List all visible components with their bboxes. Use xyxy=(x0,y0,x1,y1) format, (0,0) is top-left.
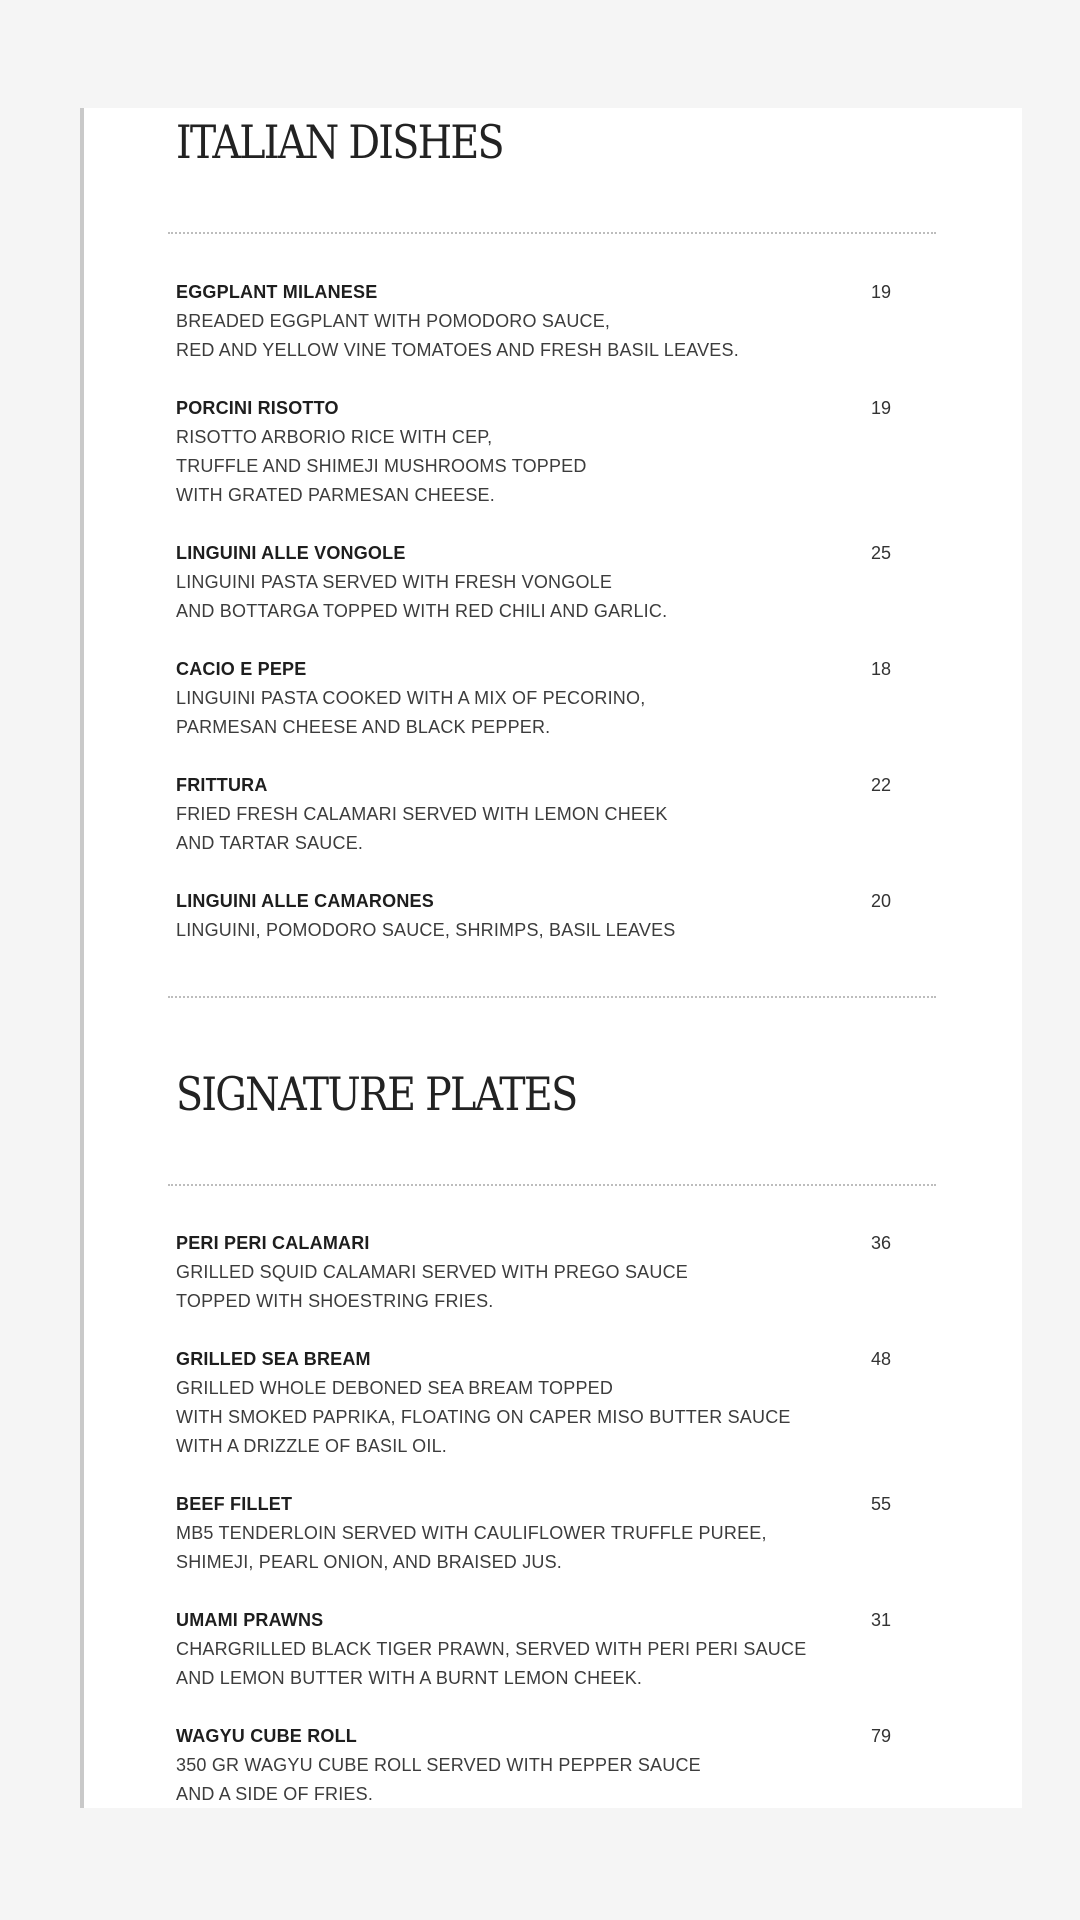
item-name: PORCINI RISOTTO xyxy=(176,398,339,418)
item-description xyxy=(176,1374,906,1461)
menu-item xyxy=(176,278,906,365)
item-name: FRITTURA xyxy=(176,775,268,795)
menu-item xyxy=(176,655,906,742)
menu-item xyxy=(176,771,906,858)
menu-item xyxy=(176,1722,906,1809)
item-description-line: RED AND YELLOW VINE TOMATOES AND FRESH BASIL LEAVES. xyxy=(176,340,739,360)
item-name: LINGUINI ALLE CAMARONES xyxy=(176,891,434,911)
section-italian-dishes xyxy=(176,114,936,170)
menu-item xyxy=(176,394,906,510)
item-price: 22 xyxy=(871,775,892,795)
item-description-line: FRIED FRESH CALAMARI SERVED WITH LEMON CHEEK xyxy=(176,804,668,824)
item-name: GRILLED SEA BREAM xyxy=(176,1349,371,1369)
item-description-line: GRILLED WHOLE DEBONED SEA BREAM TOPPED xyxy=(176,1378,614,1398)
item-description-line: AND A SIDE OF FRIES. xyxy=(176,1784,374,1804)
item-description-line: AND BOTTARGA TOPPED WITH RED CHILI AND GARLIC. xyxy=(176,601,668,621)
item-description-line: MB5 TENDERLOIN SERVED WITH CAULIFLOWER TRUFFLE PUREE, xyxy=(176,1523,767,1543)
item-description-line: TRUFFLE AND SHIMEJI MUSHROOMS TOPPED xyxy=(176,456,587,476)
item-description-line: LINGUINI PASTA SERVED WITH FRESH VONGOLE xyxy=(176,572,613,592)
item-price: 19 xyxy=(871,282,892,302)
menu-item xyxy=(176,1229,906,1316)
item-description-line: WITH SMOKED PAPRIKA, FLOATING ON CAPER MISO BUTTER SAUCE xyxy=(176,1407,791,1427)
section-title: ITALIAN DISHES xyxy=(176,115,503,169)
item-description xyxy=(176,423,906,510)
section-signature-plates xyxy=(176,1066,936,1122)
menu-item xyxy=(176,1606,906,1693)
section-divider xyxy=(168,996,936,998)
item-description-line: TOPPED WITH SHOESTRING FRIES. xyxy=(176,1291,494,1311)
item-price: 20 xyxy=(871,891,892,911)
item-name: WAGYU CUBE ROLL xyxy=(176,1726,357,1746)
item-price: 25 xyxy=(871,543,892,563)
menu-item xyxy=(176,539,906,626)
item-description xyxy=(176,800,906,858)
item-price: 36 xyxy=(871,1233,892,1253)
menu-page xyxy=(80,108,1022,1808)
item-price: 19 xyxy=(871,398,892,418)
item-description xyxy=(176,1519,906,1577)
item-description xyxy=(176,916,906,945)
item-price: 18 xyxy=(871,659,892,679)
item-description-line: RISOTTO ARBORIO RICE WITH CEP, xyxy=(176,427,493,447)
item-price: 48 xyxy=(871,1349,892,1369)
item-name: EGGPLANT MILANESE xyxy=(176,282,378,302)
item-description-line: PARMESAN CHEESE AND BLACK PEPPER. xyxy=(176,717,551,737)
item-description-line: AND TARTAR SAUCE. xyxy=(176,833,364,853)
item-description xyxy=(176,568,906,626)
item-description-line: AND LEMON BUTTER WITH A BURNT LEMON CHEEK. xyxy=(176,1668,643,1688)
section-divider xyxy=(168,1184,936,1186)
item-description-line: BREADED EGGPLANT WITH POMODORO SAUCE, xyxy=(176,311,611,331)
item-description-line: GRILLED SQUID CALAMARI SERVED WITH PREGO SAUCE xyxy=(176,1262,688,1282)
item-description xyxy=(176,1258,906,1316)
section-title: SIGNATURE PLATES xyxy=(176,1067,577,1121)
menu-item xyxy=(176,1345,906,1461)
item-description xyxy=(176,307,906,365)
item-name: LINGUINI ALLE VONGOLE xyxy=(176,543,406,563)
item-description-line: 350 GR WAGYU CUBE ROLL SERVED WITH PEPPER SAUCE xyxy=(176,1755,701,1775)
menu-item xyxy=(176,887,906,945)
item-price: 55 xyxy=(871,1494,892,1514)
item-description-line: LINGUINI PASTA COOKED WITH A MIX OF PECORINO, xyxy=(176,688,646,708)
item-price: 79 xyxy=(871,1726,892,1746)
item-name: UMAMI PRAWNS xyxy=(176,1610,324,1630)
item-description-line: WITH GRATED PARMESAN CHEESE. xyxy=(176,485,495,505)
item-description xyxy=(176,684,906,742)
item-name: PERI PERI CALAMARI xyxy=(176,1233,370,1253)
item-price: 31 xyxy=(871,1610,892,1630)
item-description-line: SHIMEJI, PEARL ONION, AND BRAISED JUS. xyxy=(176,1552,563,1572)
menu-item xyxy=(176,1490,906,1577)
item-description xyxy=(176,1635,906,1693)
item-name: BEEF FILLET xyxy=(176,1494,293,1514)
item-name: CACIO E PEPE xyxy=(176,659,307,679)
item-description-line: LINGUINI, POMODORO SAUCE, SHRIMPS, BASIL LEAVES xyxy=(176,920,676,940)
item-description xyxy=(176,1751,906,1809)
item-description-line: WITH A DRIZZLE OF BASIL OIL. xyxy=(176,1436,447,1456)
item-description-line: CHARGRILLED BLACK TIGER PRAWN, SERVED WITH PERI PERI SAUCE xyxy=(176,1639,807,1659)
section-divider xyxy=(168,232,936,234)
